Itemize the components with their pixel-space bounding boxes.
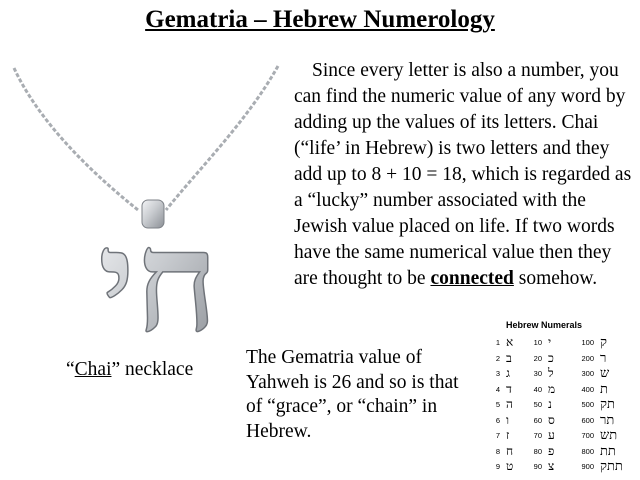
numerals-title: Hebrew Numerals	[506, 320, 583, 330]
numerals-letters-units: א ב ג ד ה ו ז ח ט	[506, 335, 514, 473]
numerals-column-tens: 10 20 30 40 50 60 70 80 90	[533, 338, 542, 471]
chai-necklace-image	[8, 60, 298, 350]
hebrew-numerals-table	[486, 320, 640, 474]
connected-word: connected	[430, 268, 514, 289]
numerals-letters-tens: י כ ל מ נ ס ע פ צ	[548, 335, 556, 473]
chai-link[interactable]: Chai	[74, 359, 112, 380]
numerals-column-hundreds: 100 200 300 400 500 600 700 800 900	[581, 338, 594, 471]
pendant-letters: חי	[98, 200, 218, 350]
yahweh-gematria-note: The Gematria value of Yahweh is 26 and so is that of “grace”, or “chain” in Hebrew.	[246, 347, 459, 442]
chain-left	[14, 68, 138, 210]
numerals-letters-hundreds: ק ר ש ת תק תר תש תת תתק	[600, 335, 623, 474]
paragraph-text: Since every letter is also a number, you can find the numeric value of any word by adding up the values of its letters. Chai (“life’ in Hebrew) is two letters and they add up to 8 + 10 = 18, which is regarded as a “lucky” number associated with the Jewish value placed on life. If two words have the same numerical value then they are thought to be	[294, 60, 632, 289]
gematria-explanation	[294, 58, 638, 292]
paragraph-end: somehow.	[518, 268, 598, 289]
chain-right	[166, 66, 278, 210]
necklace-caption: “Chai” necklace	[66, 359, 194, 380]
numerals-column-units: 1 2 3 4 5 6 7 8 9	[495, 338, 500, 471]
page-title: Gematria – Hebrew Numerology	[145, 6, 495, 33]
